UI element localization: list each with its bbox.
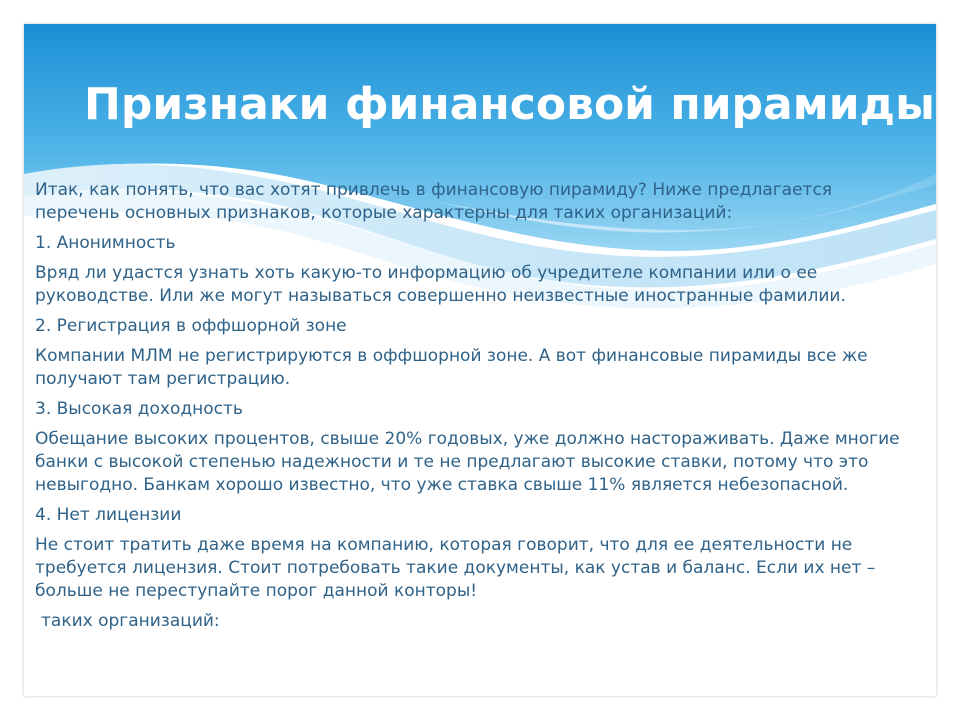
criterion-heading-offshore: 2. Регистрация в оффшорной зоне <box>35 316 347 336</box>
criterion-heading-no-license: 4. Нет лицензии <box>35 505 182 525</box>
intro-paragraph: Итак, как понять, что вас хотят привлечь в финансовую пирамиду? Ниже предлагается перечень основных признаков, которые характерны для таких организаций: <box>35 180 833 223</box>
slide-frame <box>24 24 936 696</box>
criterion-heading-high-yield: 3. Высокая доходность <box>35 399 243 419</box>
slide-body <box>35 179 905 640</box>
criterion-text-offshore: Компании МЛМ не регистрируются в оффшорной зоне. А вот финансовые пирамиды все же получают там регистрацию. <box>35 346 868 389</box>
criterion-text-high-yield: Обещание высоких процентов, свыше 20% годовых, уже должно настораживать. Даже многие банки с высокой степенью надежности и те не предлагают высокие ставки, потому что это невыгодно. Банкам хорошо известно, что уже ставка свыше 11% является небезопасной. <box>35 429 900 495</box>
slide-title: Признаки финансовой пирамиды <box>84 79 935 130</box>
criterion-text-no-license: Не стоит тратить даже время на компанию, которая говорит, что для ее деятельности не требуется лицензия. Стоит потребовать такие документы, как устав и баланс. Если их нет – больше не переступайте порог данной конторы! <box>35 535 876 601</box>
trailing-fragment: таких организаций: <box>41 611 220 631</box>
criterion-heading-anonymity: 1. Анонимность <box>35 233 176 253</box>
criterion-text-anonymity: Вряд ли удастся узнать хоть какую-то информацию об учредителе компании или о ее руководстве. Или же могут называться совершенно неизвестные иностранные фамилии. <box>35 263 846 306</box>
